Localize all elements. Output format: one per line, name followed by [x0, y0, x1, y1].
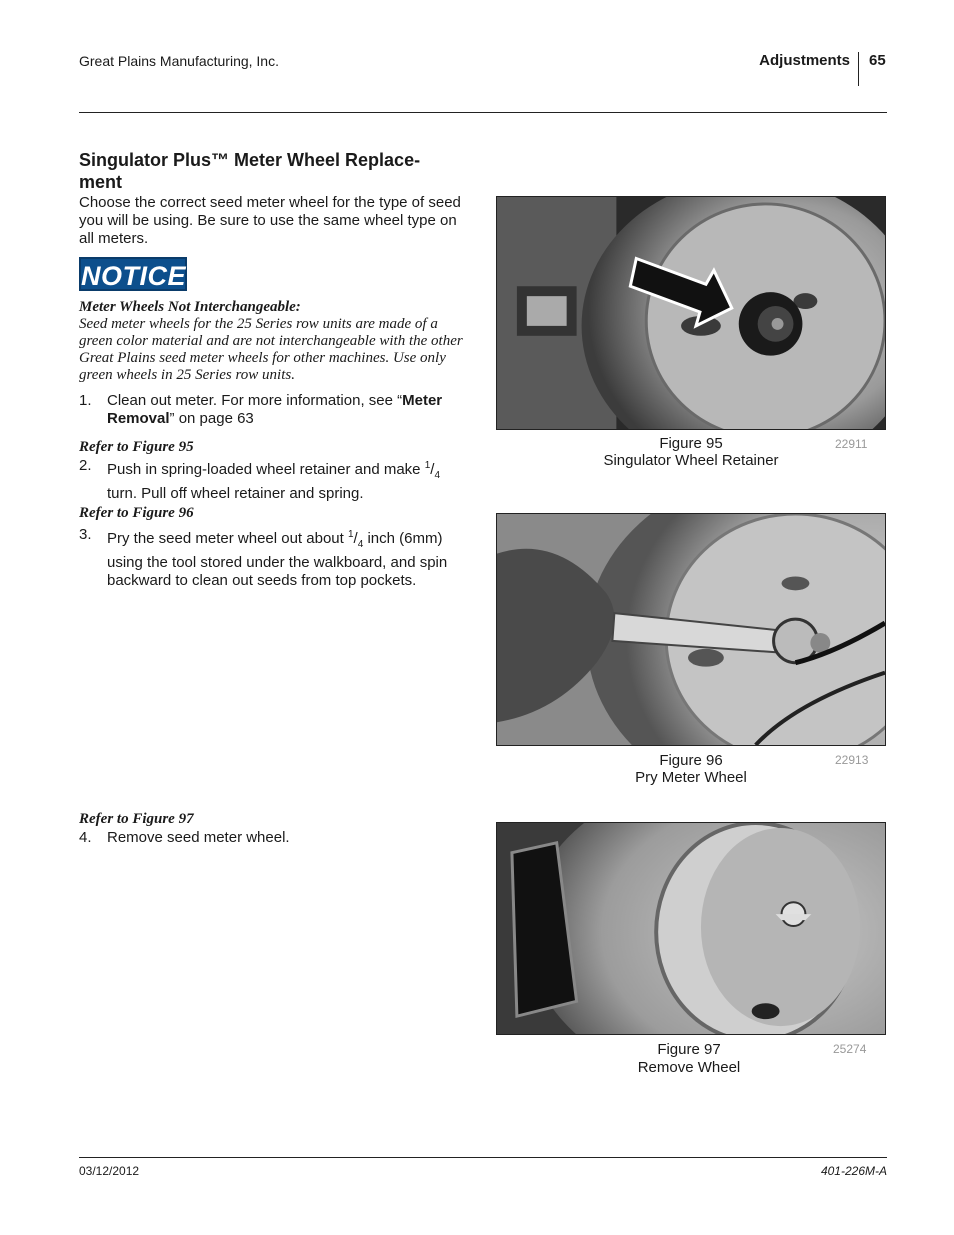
step-1: [79, 392, 469, 432]
company-name: Great Plains Manufacturing, Inc.: [79, 53, 279, 69]
figure-96-label: Figure 96: [659, 752, 723, 769]
section-heading-line1: Singulator Plus™ Meter Wheel Replace-: [79, 150, 421, 170]
step-number: 3.: [79, 526, 92, 543]
remove-wheel-image: [497, 823, 885, 1034]
figure-95-caption: Singulator Wheel Retainer: [603, 452, 779, 469]
figure-97-photo: [496, 822, 886, 1035]
figure-97-label: Figure 97: [657, 1041, 721, 1058]
footer-doc-number: 401-226M-A: [820, 1164, 887, 1178]
figure-95-photo: [496, 196, 886, 430]
figure-96-code: 22913: [835, 753, 869, 767]
fraction-numerator: 1: [347, 529, 354, 540]
step-text-a: Push in spring-loaded wheel retainer and make: [107, 461, 425, 478]
section-title: Adjustments: [759, 52, 850, 69]
header-rule: [79, 112, 887, 113]
step-number: 1.: [79, 392, 92, 409]
figure-97-caption: Remove Wheel: [637, 1059, 741, 1076]
section-heading: [79, 149, 469, 193]
header-separator: [858, 52, 859, 86]
wheel-retainer-image: [497, 197, 885, 429]
footer-date: 03/12/2012: [79, 1164, 140, 1178]
step-text: Remove seed meter wheel.: [107, 829, 290, 846]
figure-96-caption: Pry Meter Wheel: [635, 769, 747, 786]
notice-text: Seed meter wheels for the 25 Series row units are made of a green color material and are not interchangeable with the other Great Plains seed meter wheels for other machines. Use only green wheels in 25 Series row units.: [79, 316, 463, 383]
meter-removal-link[interactable]: Meter Removal: [107, 392, 443, 427]
step-number: 2.: [79, 457, 92, 474]
step-3: [79, 526, 469, 589]
intro-paragraph: Choose the correct seed meter wheel for the type of seed you will be using. Be sure to use the same wheel type on all meters.: [79, 194, 461, 247]
footer-rule: [79, 1157, 887, 1158]
figure-97-code: 25274: [833, 1042, 867, 1056]
step-2: [79, 457, 469, 502]
fraction-denominator: 4: [434, 470, 440, 481]
notice-badge: [79, 257, 187, 291]
figure-ref: Refer to Figure 97: [79, 811, 194, 827]
pry-wheel-image: [497, 514, 885, 745]
figure-96-photo: [496, 513, 886, 746]
step-text: [107, 392, 469, 428]
step-text: Push in spring-loaded wheel retainer and make $^1/_4$ turn. Pull off wheel retainer and spring.: [107, 460, 440, 502]
page-number: 65: [869, 52, 886, 69]
fraction-numerator: 1: [424, 460, 431, 471]
step-text-post: ” on page 63: [169, 410, 254, 427]
step-text-b: turn. Pull off wheel retainer and spring.: [107, 485, 364, 502]
section-heading-line2: ment: [79, 172, 123, 192]
notice-label: NOTICE: [81, 261, 187, 291]
figure-ref: Refer to Figure 95: [79, 439, 194, 455]
step-text-b: inch (6mm) using the tool stored under the walkboard, and spin backward to clean out seeds from top pockets.: [107, 530, 448, 589]
fraction-denominator: 4: [357, 539, 364, 550]
step-text-pre: Clean out meter. For more information, see “: [107, 392, 403, 409]
figure-ref: Refer to Figure 96: [79, 505, 194, 521]
step-text-a: Pry the seed meter wheel out about: [107, 530, 348, 547]
figure-95-label: Figure 95: [659, 435, 723, 452]
step-text: Pry the seed meter wheel out about $^1/_4$ inch (6mm) using the tool stored under the walkboard, and spin backward to clean out seeds from top pockets.: [107, 529, 448, 589]
step-number: 4.: [79, 829, 92, 846]
figure-95-code: 22911: [835, 437, 868, 451]
step-4: [79, 829, 469, 849]
notice-heading: Meter Wheels Not Interchangeable:: [79, 299, 301, 315]
